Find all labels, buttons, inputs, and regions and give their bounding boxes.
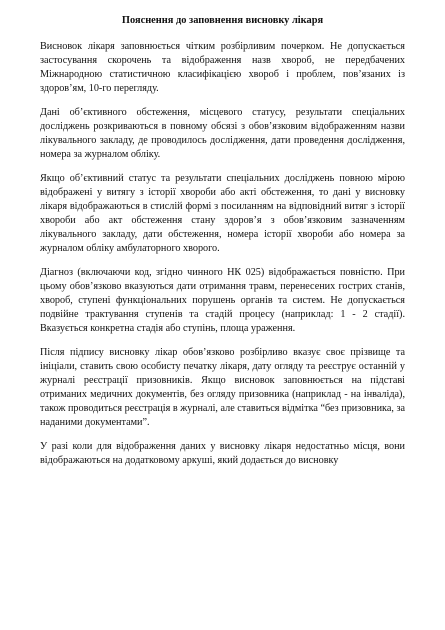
document-title: Пояснення до заповнення висновку лікаря <box>121 15 324 26</box>
paragraph-additional-sheet: У разі коли для відображення даних у висновку лікаря недостатньо місця, вони відображаються на додатковому аркуші, який додається до висновку <box>40 441 405 467</box>
paragraph-objective-status: Якщо об’єктивний статус та результати спеціальних досліджень повною мірою відображені у витягу з історії хвороби або акті обстеження, то дані у висновку лікаря відображаються в стислій формі з посиланням на відповідний витяг з історії хвороби або акт обстеження стану здоров’я з обов’язковим зазначенням лікувального закладу, дати обстеження, номера історії хвороби або номера за журналом обліку амбулаторного хворого. <box>40 173 405 254</box>
paragraph-diagnosis: Діагноз (включаючи код, згідно чинного НК 025) відображається повністю. При цьому обов’язково вказуються дати отримання травм, перенесених гострих станів, хвороб, ступені функціональних порушень органів та систем. Не допускається подвійне трактування ступенів та стадій процесу (наприклад: 1 - 2 стадії). Вказується конкретна стадія або ступінь, площа ураження. <box>40 267 405 334</box>
paragraph-signature-registration: Після підпису висновку лікар обов’язково розбірливо вказує своє прізвище та ініціали, ставить свою особисту печатку лікаря, дату огляду та реєструє останній у журналі реєстрації призовників. Якщо висновок заповнюється на підставі отриманих медичних документів, без огляду призовника (наприклад - на інваліда), також проводиться реєстрація в журналі, але ставиться відмітка “без призовника, за наданими документами”. <box>40 347 405 428</box>
paragraph-examination-data: Дані об’єктивного обстеження, місцевого статусу, результати спеціальних досліджень розкриваються в повному обсязі з обов’язковим відображенням назви лікувального закладу, де проводилось дослідження, дати проведення дослідження, номера за журналом обліку. <box>40 107 405 160</box>
paragraph-handwriting-rules: Висновок лікаря заповнюється чітким розбірливим почерком. Не допускається застосування скорочень та відображення назв хвороб, не передбачених Міжнародною статистичною класифікацією хвороб і проблем, пов’язаних із здоров’ям, 10-го перегляду. <box>40 41 405 94</box>
